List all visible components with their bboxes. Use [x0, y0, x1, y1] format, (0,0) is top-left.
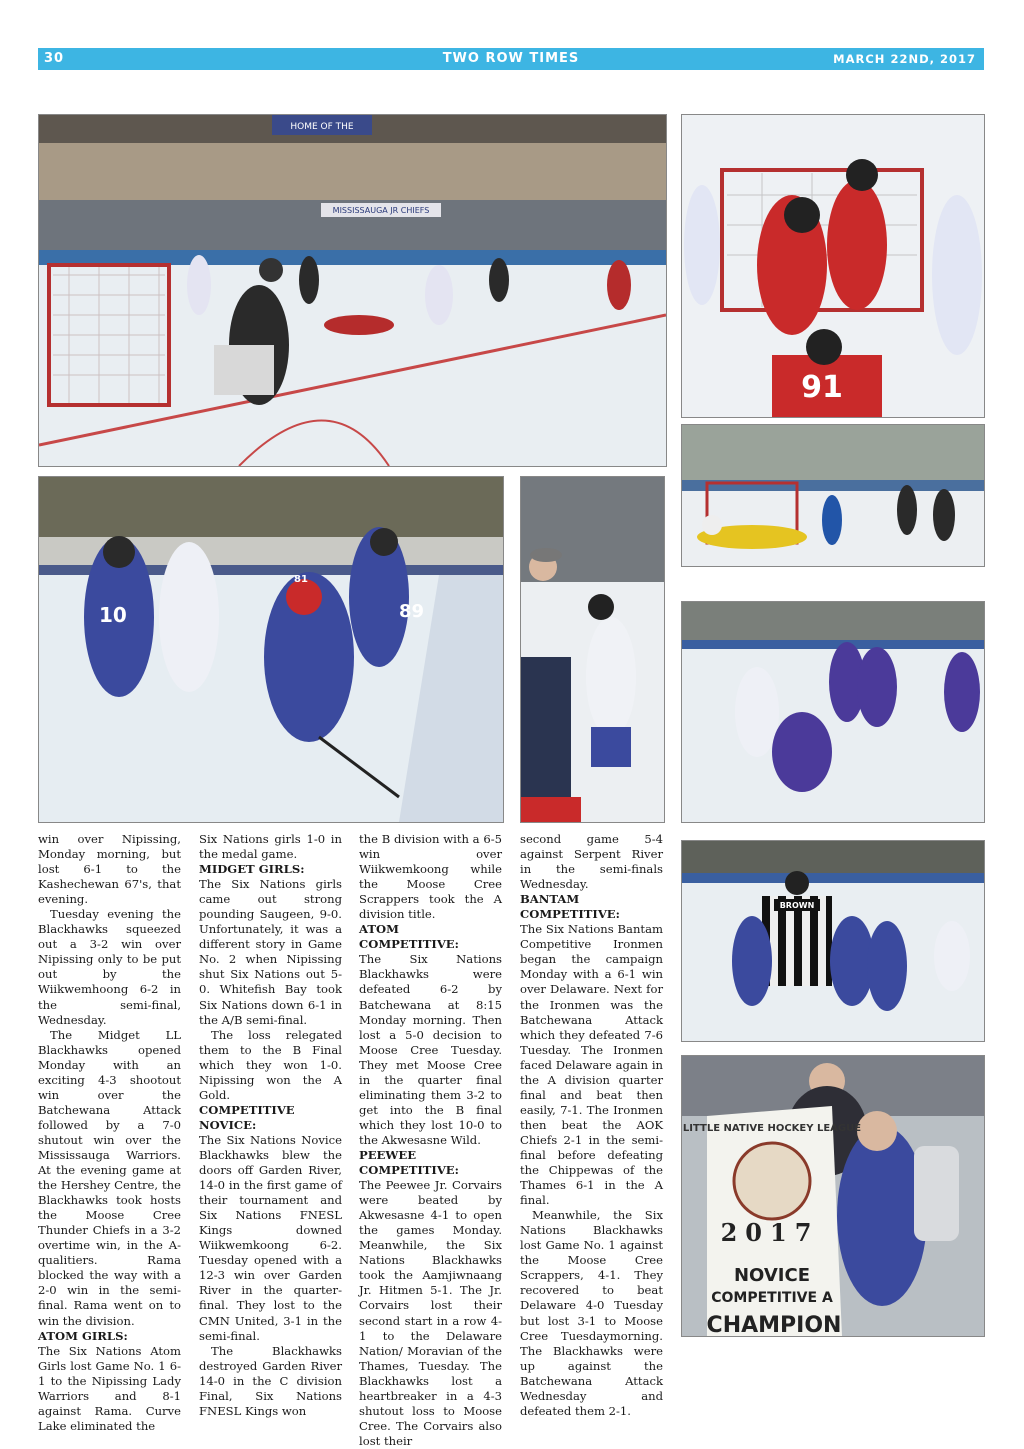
photo-blue-jerseys-corner [38, 476, 504, 823]
article-paragraph: The Peewee Jr. Corvairs were beated by Akwesasne 4-1 to open the games Monday. Meanwhile, the Six Nations Blackhawks took the Aamjiwnaang Jr. Hitmen 5-1. The Jr. Corvairs lost their second start in a row 4-1 to the Delaware Nation/ Moravian of the Thames, Tuesday. The Blackhawks lost a heartbreaker in a 4-3 shutout loss to Moose Cree. The Corvairs also lost their [359, 1178, 502, 1448]
jersey-number-text: 91 [801, 370, 843, 405]
photo-arena-goalie [38, 114, 667, 467]
article-paragraph: win over Nipissing, Monday morning, but lost 6-1 to the Kashechewan 67's, that evening. [38, 832, 181, 907]
section-heading: PEEWEE COMPETITIVE: [359, 1147, 459, 1178]
photo-medal-presentation-image [521, 477, 664, 822]
article-paragraph: The Six Nations Blackhawks were defeated 6-2 by Batchewana at 8:15 Monday morning. Then lost a 5-0 decision to Moose Cree Tuesday. They met Moose Cree in the quarter final eliminating them 3-2 to get into the B final which they lost 10-0 to the Akwesasne Wild. [359, 952, 502, 1147]
article-column-3 [359, 832, 502, 1449]
photo-yellow-goalie [681, 424, 985, 567]
arena-banner-text: HOME OF THE [290, 122, 354, 132]
issue-date: MARCH 22ND, 2017 [833, 52, 976, 66]
section-heading: COMPETITIVE NOVICE: [199, 1102, 295, 1132]
section-heading: ATOM GIRLS: [38, 1328, 128, 1343]
article-paragraph: Six Nations girls 1-0 in the medal game. [199, 832, 342, 862]
jersey-number-center-text: 81 [294, 574, 308, 585]
photo-medal-presentation [520, 476, 665, 823]
article-column-2 [199, 832, 342, 1419]
article-paragraph: The Six Nations Novice Blackhawks blew the doors off Garden River, 14-0 in the first game of their tournament and Six Nations FNESL Kings downed Wiikwemkoong 6-2. Tuesday opened with a 12-3 win over Garden River in the quarter-final. They lost to the CMN United, 3-1 in the semi-final. [199, 1132, 342, 1343]
page-header-bar [38, 48, 984, 70]
banner-line3-text: CHAMPION [706, 1313, 842, 1336]
photo-purple-jerseys [681, 601, 985, 823]
photo-referee-celebration [681, 840, 985, 1042]
article-paragraph: The loss relegated them to the B Final which they won 1-0. Nipissing won the A Gold. [199, 1027, 342, 1102]
photo-yellow-goalie-image [682, 425, 984, 566]
article-paragraph: The Six Nations Bantam Competitive Ironmen began the campaign Monday with a 6-1 win over Delaware. Next for the Ironmen was the Batchewana Attack which they defeated 7-6 Tuesday. The Ironmen faced Delaware again in the A division quarter final and beat then easily, 7-1. The Ironmen then beat the AOK Chiefs 2-1 in the semi-final before defeating the Chippewas of the Thames 6-1 in the A final. [520, 922, 663, 1208]
article-paragraph: The Six Nations Atom Girls lost Game No. 1 6-1 to the Nipissing Lady Warriors and 8-1 against Rama. Curve Lake eliminated the [38, 1343, 181, 1433]
banner-line1-text: NOVICE [733, 1265, 811, 1286]
article-column-1 [38, 832, 181, 1434]
banner-arc-text: LITTLE NATIVE HOCKEY LEAGUE [682, 1123, 862, 1134]
banner-year-text: 2017 [720, 1218, 820, 1247]
photo-champions-banner [681, 1055, 985, 1337]
photo-purple-jerseys-image [682, 602, 984, 822]
photo-arena-goalie-image [39, 115, 666, 466]
page-number: 30 [44, 51, 65, 66]
section-heading: MIDGET GIRLS: [199, 862, 305, 877]
photo-net-scramble [681, 114, 985, 418]
article-paragraph: Meanwhile, the Six Nations Blackhawks lost Game No. 1 against the Moose Cree Scrappers, 4-1. They recovered to beat Delaware 4-0 Tuesday but lost 3-1 to Moose Cree Tuesdaymorning. The Blackhawks were up against the Batchewana Attack Wednesday and defeated them 2-1. [520, 1208, 663, 1418]
article-paragraph: The Blackhawks destroyed Garden River 14-0 in the C division Final, Six Nations FNESL Kings won [199, 1343, 342, 1418]
article-paragraph: second game 5-4 against Serpent River in the semi-finals Wednesday. [520, 832, 663, 892]
photo-blue-jerseys-corner-image [39, 477, 503, 822]
section-heading: BANTAM COMPETITIVE: [520, 892, 620, 922]
article-paragraph: The Midget LL Blackhawks opened Monday with an exciting 4-3 shootout win over the Batchewana Attack followed by a 7-0 shutout win over the Mississauga Warriors. At the evening game at the Hershey Centre, the Blackhawks took hosts the Moose Cree Thunder Chiefs in a 3-2 overtime win, in the A- qualitiers. Rama blocked the way with a 2-0 win in the semi-final. Rama went on to win the division. [38, 1027, 181, 1328]
photo-net-scramble-image [682, 115, 984, 417]
jersey-number-right-text: 89 [399, 601, 425, 622]
publication-title: TWO ROW TIMES [442, 51, 580, 66]
article-paragraph: Tuesday evening the Blackhawks squeezed out a 3-2 win over Nipissing only to be put out by the Wiikwemhoong 6-2 in the semi-final, Wednesday. [38, 907, 181, 1027]
article-column-4 [520, 832, 663, 1419]
section-heading: ATOM COMPETITIVE: [359, 922, 459, 952]
banner-line2-text: COMPETITIVE A [711, 1290, 833, 1306]
article-paragraph: the B division with a 6-5 win over Wiikwemkoong while the Moose Cree Scrappers took the A division title. [359, 832, 502, 922]
photo-referee-celebration-image [682, 841, 984, 1041]
photo-champions-banner-image [682, 1056, 984, 1336]
referee-name-text: BROWN [779, 901, 815, 910]
jersey-number-left-text: 10 [99, 603, 127, 627]
article-paragraph: The Six Nations girls came out strong pounding Saugeen, 9-0. Unfortunately, it was a different story in Game No. 2 when Nipissing shut Six Nations out 5-0. Whitefish Bay took Six Nations down 6-1 in the A/B semi-final. [199, 877, 342, 1027]
arena-sign-text: MISSISSAUGA JR CHIEFS [332, 206, 430, 215]
